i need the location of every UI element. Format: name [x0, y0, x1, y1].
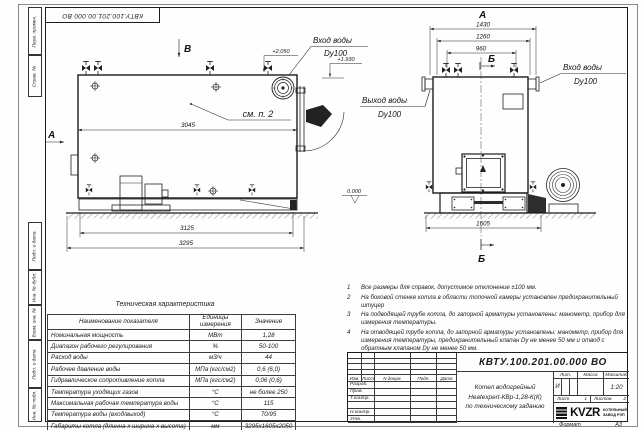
table-row: Максимальная рабочая температура воды °С 115 [48, 398, 296, 409]
dim-1260: 1260 [475, 33, 491, 41]
top-stamp-text: КВТУ.100.201.00.000 ВО [61, 11, 144, 19]
dim-3125: 3125 [179, 225, 195, 232]
front-inlet-dn: Dy100 [574, 77, 598, 86]
note-item: 3 На подводящей трубе котла, до запорной арматуры установлены: манометр, прибор для измерения температуры. [347, 311, 625, 327]
view-label-A-left: А [48, 130, 56, 141]
elevation-inlet: +1.930 [337, 57, 355, 63]
dim-1430: 1430 [475, 21, 491, 29]
frame-label-podp-data-2: Подп. и дата [28, 340, 42, 388]
dim-3045: 3045 [180, 122, 196, 129]
elevation-zero: 0.000 [347, 189, 361, 195]
tech-table-title: Техническая характеристика [115, 301, 215, 308]
frame-label-inv-dubl: Инв. № дубл. [28, 270, 42, 305]
table-row: Температура уходящих газов °С не более 250 [48, 386, 296, 397]
table-row: Расход воды м3/ч 44 [48, 352, 296, 363]
dim-3295: 3295 [178, 240, 194, 247]
note-item: 4 На отводящей трубе котла, до запорной арматуры установлены: манометр, прибор для измерения температуры, предохранительный клапан Dу не менее 50 мм и отвод с обратным клапаном Dу не менее 50 мм. [347, 328, 624, 352]
sheet-cell: Лист 1 [554, 396, 591, 403]
front-outlet-dn: Dy100 [378, 110, 402, 119]
side-inlet-label: Вход воды [313, 36, 352, 45]
kvzr-logo-text: KVZR [570, 407, 600, 419]
front-outlet-label: Выход воды [362, 96, 407, 105]
signature-rows: Разраб. Пров. Т.контр. Н.контр. Утв. [348, 382, 457, 423]
note-item: 2 На боковой стенке котла в области топочной камеры установлен предохранительный штуцер [347, 293, 618, 309]
view-label-A-top: А [479, 10, 487, 21]
see-note-ref: см. п. 2 [242, 109, 274, 119]
table-row: Гидравлическое сопротивление котла МПа (кгс/см2) 0,06 (0,6) [48, 375, 296, 386]
table-row: Диапазон рабочего регулирования % 50-100 [48, 341, 296, 352]
notes [347, 284, 629, 354]
scale-header: Масштаб [605, 372, 628, 378]
mass-value [578, 379, 604, 396]
dim-1605: 1605 [475, 220, 491, 228]
note-item: 1 Все размеры для справок, допустимое отклонение ±100 мм. [347, 284, 537, 291]
rev-header-row: Изм. Лист N докум. Подп. Дата [348, 375, 457, 382]
frame-label-sprav-no: Справ. № [28, 55, 42, 97]
lit-header: Лит. [554, 372, 578, 379]
scale-value: 1:20 [604, 379, 629, 396]
top-stamp-doc-number [45, 7, 160, 23]
table-row: Номинальная мощность МВт 1,28 [48, 330, 296, 341]
view-label-B: В [184, 44, 192, 55]
company-name: КОТЕЛЬНЫЙ ЗАВОД РЭП [602, 408, 627, 417]
lit-value: И [554, 379, 562, 396]
doc-number: КВТУ.100.201.00.000 ВО [457, 353, 629, 372]
frame-label-inv-podl: Инв. № подл. [28, 388, 42, 422]
front-inlet-label: Вход воды [563, 63, 602, 72]
elevation-top: +2.050 [272, 49, 290, 55]
product-description: Котел водогрейный Heatexpert-КВр-1,28-К(К) по техническому заданию [457, 372, 554, 423]
tech-table-header: Наименование показателя Единицы измерения Значение [48, 315, 296, 330]
kvzr-logo-icon [556, 407, 567, 419]
table-row: Температура воды (вход/выход) °С 70/95 [48, 409, 296, 420]
tech-table [47, 314, 296, 430]
title-block [347, 352, 628, 422]
frame-label-perv-primen: Перв. примен. [28, 7, 42, 55]
frame-label-vzam-inv: Взам. инв. № [28, 305, 42, 340]
change-grid [348, 353, 457, 375]
section-label-B-top: Б [488, 54, 496, 65]
mass-header: Масса [578, 372, 604, 379]
frame-label-podp-data-1: Подп. и дата [28, 222, 42, 270]
side-inlet-dn: Dy100 [324, 49, 348, 58]
company-cell [554, 403, 629, 423]
sheets-cell: Листов 2 [591, 396, 629, 403]
dim-960: 960 [475, 45, 487, 53]
table-row: Габариты котла (длинна х ширина х высота) мм 3295х1605х2050 [48, 421, 296, 430]
format-label: Формат А3 [559, 421, 622, 428]
section-label-B-bottom: Б [478, 254, 486, 265]
table-row: Рабочее давление воды МПа (кгс/см2) 0,6 (6,0) [48, 364, 296, 375]
